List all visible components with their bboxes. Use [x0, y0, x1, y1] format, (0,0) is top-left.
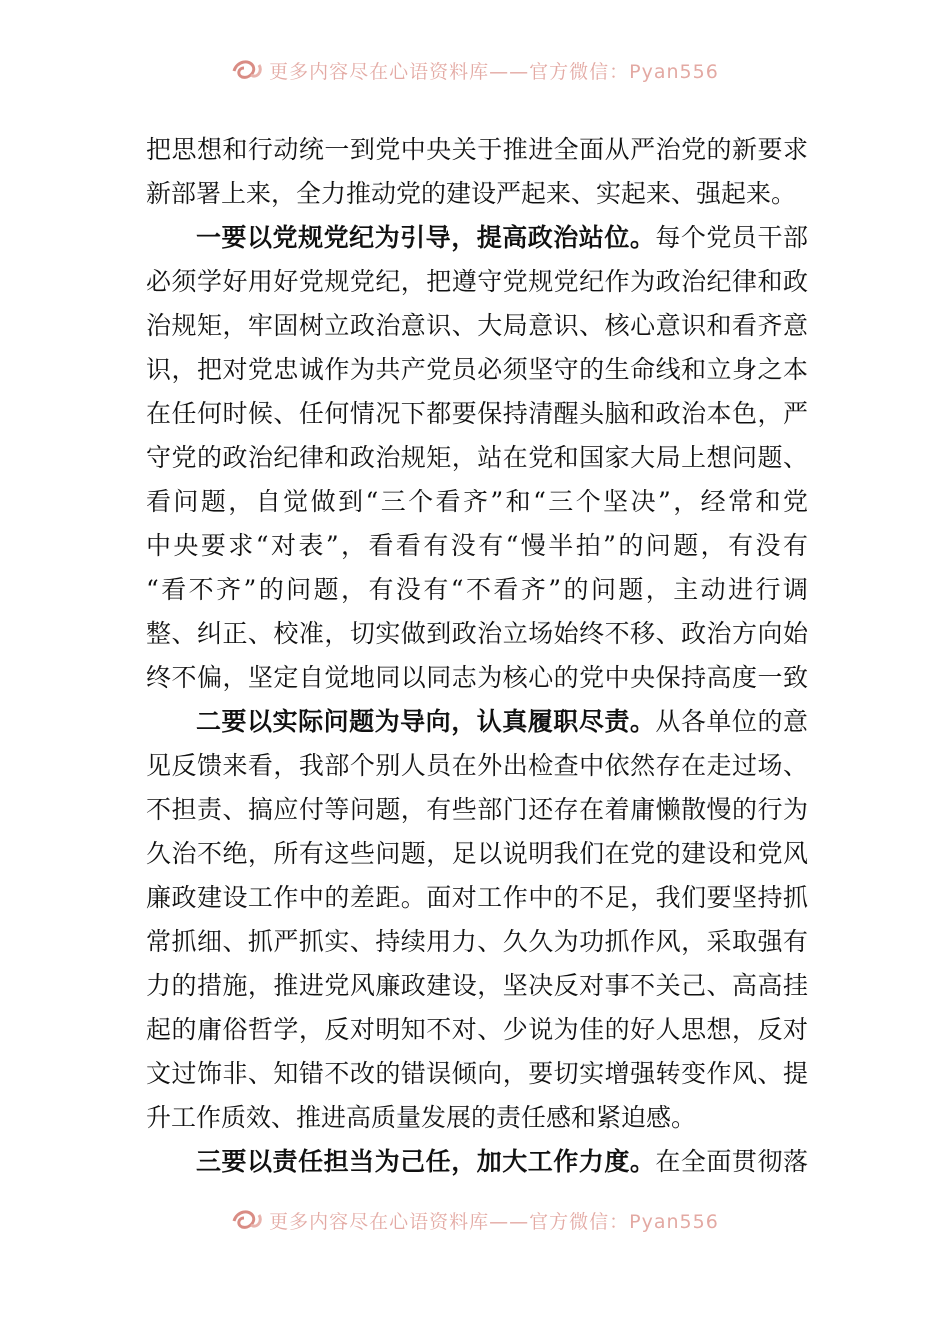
text-line: 中央要求“对表”，看看有没有“慢半拍”的问题，有没有	[146, 531, 808, 560]
text-line: 把思想和行动统一到党中央关于推进全面从严治党的新要求	[146, 135, 808, 164]
text-line: 在任何时候、任何情况下都要保持清醒头脑和政治本色，严	[146, 399, 808, 428]
text-line: 治规矩，牢固树立政治意识、大局意识、核心意识和看齐意	[146, 311, 808, 340]
text-line: 文过饰非、知错不改的错误倾向，要切实增强转变作风、提	[146, 1059, 808, 1088]
section-heading: 三要以责任担当为己任，加大工作力度。	[196, 1147, 656, 1176]
text-line	[146, 700, 808, 744]
text-line: 新部署上来，全力推动党的建设严起来、实起来、强起来。	[146, 179, 797, 208]
footer-watermark	[0, 1205, 950, 1235]
paragraph	[146, 1140, 808, 1184]
text-line: 看问题，自觉做到“三个看齐”和“三个坚决”，经常和党	[146, 487, 808, 516]
text-line: 整、纠正、校准，切实做到政治立场始终不移、政治方向始	[146, 619, 808, 648]
text-line: 常抓细、抓严抓实、持续用力、久久为功抓作风，采取强有	[146, 927, 808, 956]
text-line	[146, 216, 808, 260]
text-line: 起的庸俗哲学，反对明知不对、少说为佳的好人思想，反对	[146, 1015, 808, 1044]
text-line: 终不偏，坚定自觉地同以同志为核心的党中央保持高度一致	[146, 663, 808, 692]
section-heading: 一要以党规党纪为引导，提高政治站位。	[196, 223, 656, 252]
watermark-text: 更多内容尽在心语资料库——官方微信：Pyan556	[269, 60, 719, 83]
text-line: 廉政建设工作中的差距。面对工作中的不足，我们要坚持抓	[146, 883, 808, 912]
paragraph	[146, 128, 808, 216]
text-line: 见反馈来看，我部个别人员在外出检查中依然存在走过场、	[146, 751, 808, 780]
text-line: 识，把对党忠诚作为共产党员必须坚守的生命线和立身之本	[146, 355, 808, 384]
section-heading: 二要以实际问题为导向，认真履职尽责。	[196, 707, 656, 736]
text-line	[146, 1140, 808, 1184]
watermark-logo-icon	[231, 57, 265, 83]
text-span: 从各单位的意	[655, 707, 808, 736]
text-line: 力的措施，推进党风廉政建设，坚决反对事不关己、高高挂	[146, 971, 808, 1000]
document-body	[146, 128, 808, 1184]
text-span: 在全面贯彻落	[655, 1147, 808, 1176]
watermark-logo-icon	[231, 1207, 265, 1233]
text-line: 守党的政治纪律和政治规矩，站在党和国家大局上想问题、	[146, 443, 808, 472]
watermark-text: 更多内容尽在心语资料库——官方微信：Pyan556	[269, 1210, 719, 1233]
text-line: 升工作质效、推进高质量发展的责任感和紧迫感。	[146, 1103, 697, 1132]
text-line: “看不齐”的问题，有没有“不看齐”的问题，主动进行调	[146, 575, 808, 604]
text-line: 久治不绝，所有这些问题，足以说明我们在党的建设和党风	[146, 839, 808, 868]
header-watermark	[0, 55, 950, 85]
paragraph	[146, 700, 808, 1140]
text-line: 不担责、搞应付等问题，有些部门还存在着庸懒散慢的行为	[146, 795, 808, 824]
paragraph	[146, 216, 808, 700]
text-line: 必须学好用好党规党纪，把遵守党规党纪作为政治纪律和政	[146, 267, 808, 296]
text-span: 每个党员干部	[655, 223, 808, 252]
